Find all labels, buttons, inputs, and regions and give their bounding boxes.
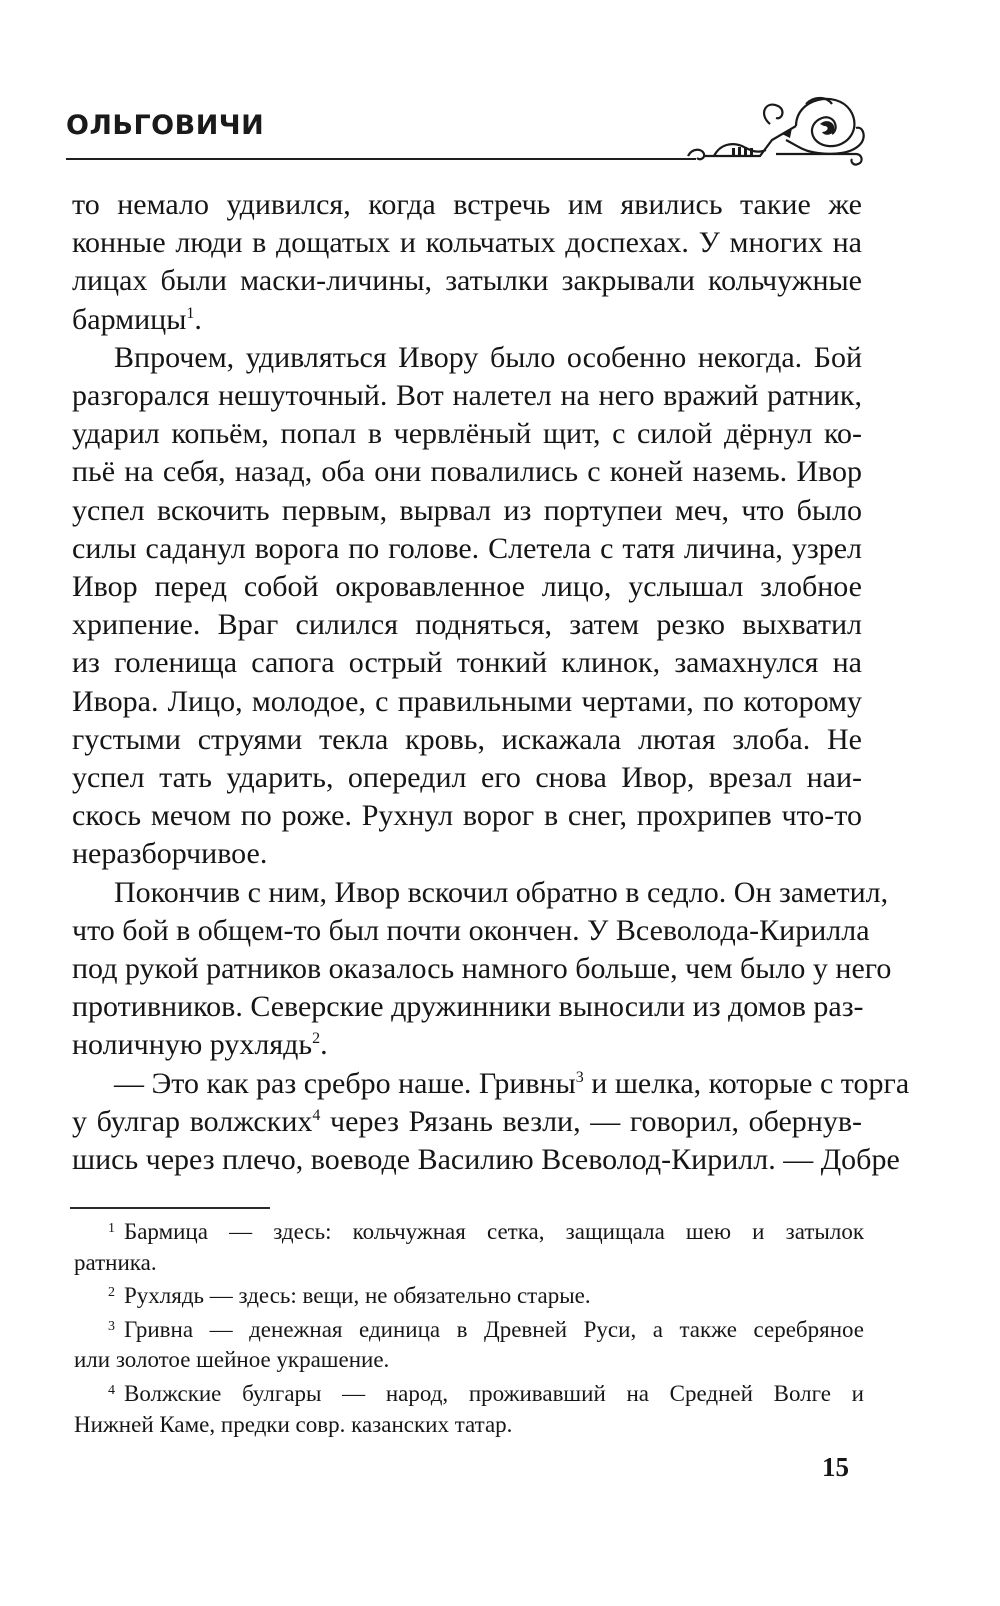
text-line [72,301,862,339]
footnote-2 [74,1278,864,1312]
text-fragment: и шелка, которые с торга [583,1066,910,1100]
paragraph-3 [72,874,892,1065]
text-fragment: у булгар волжских [72,1104,313,1138]
text-line: успел вскочить первым, вырвал из портупеи меч, что было [72,493,862,527]
footnotes [74,1214,864,1440]
footnote-line: или золотое шейное украшение. [74,1347,390,1373]
text-line: пьё на себя, назад, оба они повалились с коней наземь. Ивор [72,455,862,489]
text-line: Ивора. Лицо, молодое, с правильными чертами, по которому [72,684,862,718]
text-line: то немало удивился, когда встречь им явились такие же [72,188,862,221]
footnote-text: Гривна — денежная единица в Древней Руси, а также серебряное [124,1316,864,1342]
paragraph-1 [72,186,862,339]
footnote-line [74,1278,864,1312]
footnote-line [74,1376,864,1410]
text-line: под рукой ратников оказалось намного больше, чем было у него [72,952,892,986]
footnote-1 [74,1214,864,1278]
text-line: хрипение. Враг силился подняться, затем резко выхватил [72,608,862,642]
footnote-ref-2: 2 [312,1030,321,1048]
text-line: что бой в общем-то был почти окончен. У Всеволода-Кирилла [72,913,870,947]
text-line: Покончив с ним, Ивор вскочил обратно в седло. Он заметил, [114,875,889,909]
text-line: конные люди в дощатых и кольчатых доспехах. У многих на [72,226,862,260]
header-rule [66,158,696,160]
scroll-ornament-icon [686,84,866,172]
page-number: 15 [822,1452,849,1482]
footnote-line: Нижней Каме, предки совр. казанских татар. [74,1411,513,1437]
footnote-ref-4: 4 [312,1106,321,1124]
text-line: из голенища сапога острый тонкий клинок, замахнулся на [72,646,862,680]
text-line: успел тать ударить, опередил его снова Ивор, врезал наи- [72,761,862,795]
footnote-text: Волжские булгары — народ, проживавший на Средней Волге и [124,1380,864,1406]
text-line: скось мечом по роже. Рухнул ворог в снег, прохрипев что-то [72,799,862,833]
text-fragment: бармицы [72,302,187,336]
body-text [72,186,910,1179]
text-line: лицах были маски-личины, затылки закрывали кольчужные [72,264,862,298]
footnote-text: Рухлядь — здесь: вещи, не обязательно старые. [124,1283,591,1309]
footnote-3 [74,1312,864,1376]
running-head-title: ОЛЬГОВИЧИ [66,110,265,141]
text-fragment: . [194,302,202,336]
footnote-line [74,1214,864,1248]
paragraph-2 [72,339,862,874]
footnote-line [74,1312,864,1346]
footnote-mark: 2 [108,1285,115,1301]
text-line: разгорался нешуточный. Вот налетел на него вражий ратник, [72,379,862,413]
text-fragment: через Рязань везли, — говорил, обернув- [320,1104,863,1138]
text-line: ударил копьём, попал в червлёный щит, с силой дёрнул ко- [72,417,862,451]
paragraph-4 [72,1065,910,1180]
text-line: противников. Северские дружинники выносили из домов раз- [72,990,864,1024]
footnote-mark: 3 [108,1318,115,1334]
text-fragment: — Это как раз сребро наше. Гривны [114,1066,576,1100]
text-line: неразборчивое. [72,837,268,871]
text-line: Впрочем, удивляться Ивору было особенно некогда. Бой [114,340,862,374]
text-fragment: ноличную рухлядь [72,1028,313,1062]
footnote-ref-1: 1 [186,304,195,322]
text-line [72,1103,862,1141]
text-line: Ивор перед собой окровавленное лицо, услышал злобное [72,570,862,604]
footnote-mark: 4 [108,1382,115,1398]
footnote-mark: 1 [108,1221,115,1236]
footnote-ref-3: 3 [575,1068,584,1086]
text-line: шись через плечо, воеводе Василию Всеволод-Кирилл. — Добре [72,1143,900,1177]
footnote-text: Бармица — здесь: кольчужная сетка, защищала шею и затылок [124,1219,864,1244]
footnote-4 [74,1376,864,1440]
text-line: густыми струями текла кровь, искажала лютая злоба. Не [72,722,862,756]
text-line [72,1026,862,1064]
text-fragment: . [320,1028,328,1062]
footnote-rule [70,1207,270,1209]
text-line: силы саданул ворога по голове. Слетела с татя личина, узрел [72,531,862,565]
text-line [72,1065,910,1103]
footnote-line: ратника. [74,1249,157,1275]
